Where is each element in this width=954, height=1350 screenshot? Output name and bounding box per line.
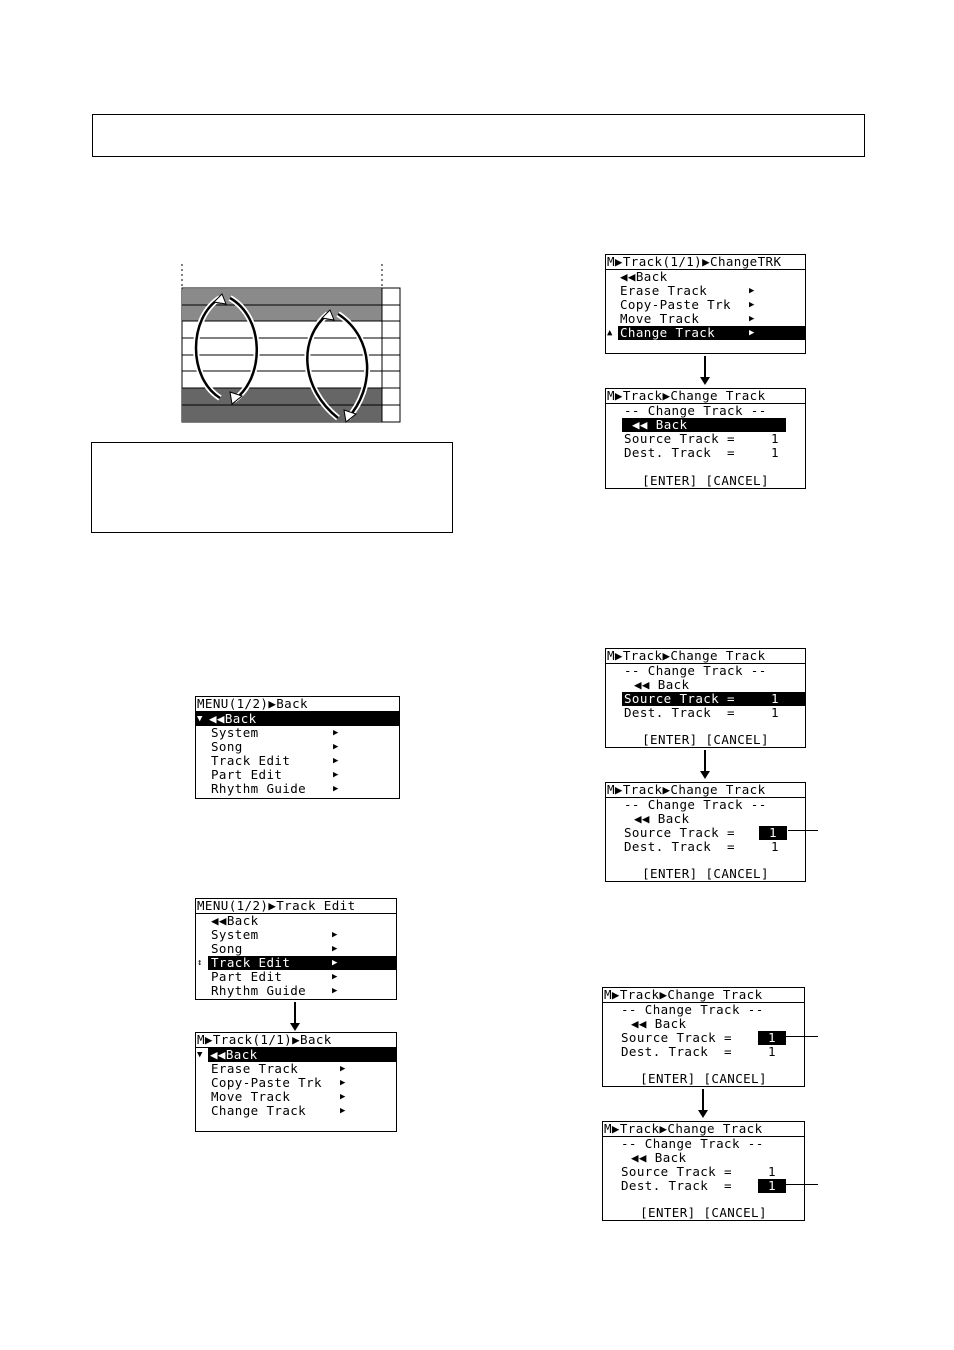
right-arrow-icon: ▶: [340, 1092, 346, 1102]
back-option[interactable]: ◀◀ Back: [606, 418, 805, 432]
right-arrow-icon: ▶: [749, 328, 755, 338]
right-arrow-icon: ▶: [340, 1106, 346, 1116]
lcd-change-track-back: [605, 388, 806, 489]
back-option[interactable]: ◀◀ Back: [631, 1016, 687, 1031]
lcd-header: M▶Track▶Change Track: [606, 783, 805, 798]
menu-item-back[interactable]: ◀◀Back: [211, 913, 259, 928]
menu-item-move-track[interactable]: Move Track ▶: [620, 311, 755, 326]
right-arrow-icon: ▶: [340, 1064, 346, 1074]
right-arrow-icon: ▶: [749, 286, 755, 296]
lcd-main-menu-back: [195, 696, 400, 799]
callout-line: [786, 1184, 818, 1185]
up-down-arrow-icon: ↕: [197, 956, 208, 970]
lcd-header: M▶Track▶Change Track: [606, 389, 805, 404]
back-option[interactable]: ◀◀ Back: [634, 677, 690, 692]
menu-item-track-edit[interactable]: ↕ Track Edit ▶: [196, 956, 396, 970]
menu-item-back[interactable]: ▼ ◀◀Back: [196, 1048, 396, 1062]
dialog-title: -- Change Track --: [621, 1136, 764, 1151]
lcd-change-track-source-edit-2: [602, 987, 805, 1087]
callout-line: [788, 830, 818, 831]
up-arrow-icon: ▲: [607, 328, 613, 338]
right-arrow-icon: ▶: [340, 1078, 346, 1088]
menu-item-back[interactable]: ▼ ◀◀Back: [196, 712, 399, 726]
right-arrow-icon: ▶: [333, 756, 339, 766]
back-option[interactable]: ◀◀ Back: [631, 1150, 687, 1165]
dest-track-field[interactable]: Dest. Track = 1: [603, 1179, 804, 1193]
menu-item-part-edit[interactable]: Part Edit ▶: [211, 767, 339, 782]
lcd-change-track-source-selected: [605, 648, 806, 748]
menu-item-back[interactable]: ◀◀Back: [620, 269, 668, 284]
lcd-track-menu-back: [195, 1032, 397, 1132]
right-arrow-icon: ▶: [332, 944, 338, 954]
enter-cancel-buttons[interactable]: [ENTER] [CANCEL]: [640, 1071, 767, 1086]
back-option[interactable]: ◀◀ Back: [634, 811, 690, 826]
menu-item-erase-track[interactable]: Erase Track ▶: [620, 283, 755, 298]
menu-item-copy-paste-trk[interactable]: Copy-Paste Trk ▶: [620, 297, 755, 312]
source-track-field[interactable]: Source Track = 1: [624, 431, 779, 446]
lcd-header: M▶Track(1/1)▶Back: [196, 1033, 396, 1048]
enter-cancel-buttons[interactable]: [ENTER] [CANCEL]: [642, 732, 769, 747]
lcd-header: M▶Track(1/1)▶ChangeTRK: [606, 255, 805, 270]
menu-item-erase-track[interactable]: Erase Track ▶: [211, 1061, 346, 1076]
right-arrow-icon: ▶: [332, 986, 338, 996]
right-arrow-icon: ▶: [332, 958, 338, 968]
right-arrow-icon: ▶: [333, 742, 339, 752]
right-arrow-icon: ▶: [333, 770, 339, 780]
lcd-header: M▶Track▶Change Track: [603, 1122, 804, 1137]
lcd-header: MENU(1/2)▶Track Edit: [196, 899, 396, 914]
callout-line: [786, 1036, 818, 1037]
right-arrow-icon: ▶: [333, 784, 339, 794]
menu-item-rhythm-guide[interactable]: Rhythm Guide ▶: [211, 983, 338, 998]
lcd-track-menu-changetrk: [605, 254, 806, 354]
right-arrow-icon: ▶: [332, 972, 338, 982]
enter-cancel-buttons[interactable]: [ENTER] [CANCEL]: [640, 1205, 767, 1220]
menu-item-system[interactable]: System ▶: [211, 927, 338, 942]
enter-cancel-buttons[interactable]: [ENTER] [CANCEL]: [642, 473, 769, 488]
source-track-field[interactable]: Source Track = 1: [606, 826, 805, 840]
dest-track-field[interactable]: Dest. Track = 1: [624, 445, 779, 460]
menu-item-song[interactable]: Song ▶: [211, 739, 339, 754]
menu-item-system[interactable]: System ▶: [211, 725, 339, 740]
dialog-title: -- Change Track --: [624, 403, 767, 418]
dest-track-field[interactable]: Dest. Track = 1: [624, 839, 779, 854]
down-arrow-icon: ▼: [197, 714, 203, 724]
lcd-main-menu-track-edit: [195, 898, 397, 1000]
down-arrow-icon: ▼: [197, 1050, 203, 1060]
right-arrow-icon: ▶: [749, 300, 755, 310]
menu-item-song[interactable]: Song ▶: [211, 941, 338, 956]
right-arrow-icon: ▶: [332, 930, 338, 940]
enter-cancel-buttons[interactable]: [ENTER] [CANCEL]: [642, 866, 769, 881]
lcd-header: M▶Track▶Change Track: [606, 649, 805, 664]
flow-arrow: [294, 1002, 296, 1024]
dest-track-field[interactable]: Dest. Track = 1: [624, 705, 779, 720]
source-track-field[interactable]: Source Track = 1: [606, 692, 805, 706]
source-track-field[interactable]: Source Track = 1: [621, 1164, 776, 1179]
track-swap-diagram: [170, 258, 410, 428]
lcd-header: MENU(1/2)▶Back: [196, 697, 399, 712]
menu-item-rhythm-guide[interactable]: Rhythm Guide ▶: [211, 781, 339, 796]
menu-item-change-track[interactable]: Change Track ▶: [211, 1103, 346, 1118]
flow-arrow: [704, 356, 706, 378]
note-box: [91, 442, 453, 533]
section-title-box: [92, 114, 865, 157]
flow-arrow: [704, 750, 706, 772]
right-arrow-icon: ▶: [749, 314, 755, 324]
lcd-change-track-source-edit: [605, 782, 806, 882]
menu-item-track-edit[interactable]: Track Edit ▶: [211, 753, 339, 768]
dialog-title: -- Change Track --: [624, 797, 767, 812]
menu-item-move-track[interactable]: Move Track ▶: [211, 1089, 346, 1104]
menu-item-part-edit[interactable]: Part Edit ▶: [211, 969, 338, 984]
menu-item-change-track[interactable]: ▲ Change Track ▶: [606, 326, 805, 340]
source-track-field[interactable]: Source Track = 1: [603, 1031, 804, 1045]
flow-arrow: [702, 1089, 704, 1111]
menu-item-copy-paste-trk[interactable]: Copy-Paste Trk ▶: [211, 1075, 346, 1090]
right-arrow-icon: ▶: [333, 728, 339, 738]
lcd-change-track-dest-edit: [602, 1121, 805, 1221]
lcd-header: M▶Track▶Change Track: [603, 988, 804, 1003]
dialog-title: -- Change Track --: [621, 1002, 764, 1017]
dest-track-field[interactable]: Dest. Track = 1: [621, 1044, 776, 1059]
dialog-title: -- Change Track --: [624, 663, 767, 678]
